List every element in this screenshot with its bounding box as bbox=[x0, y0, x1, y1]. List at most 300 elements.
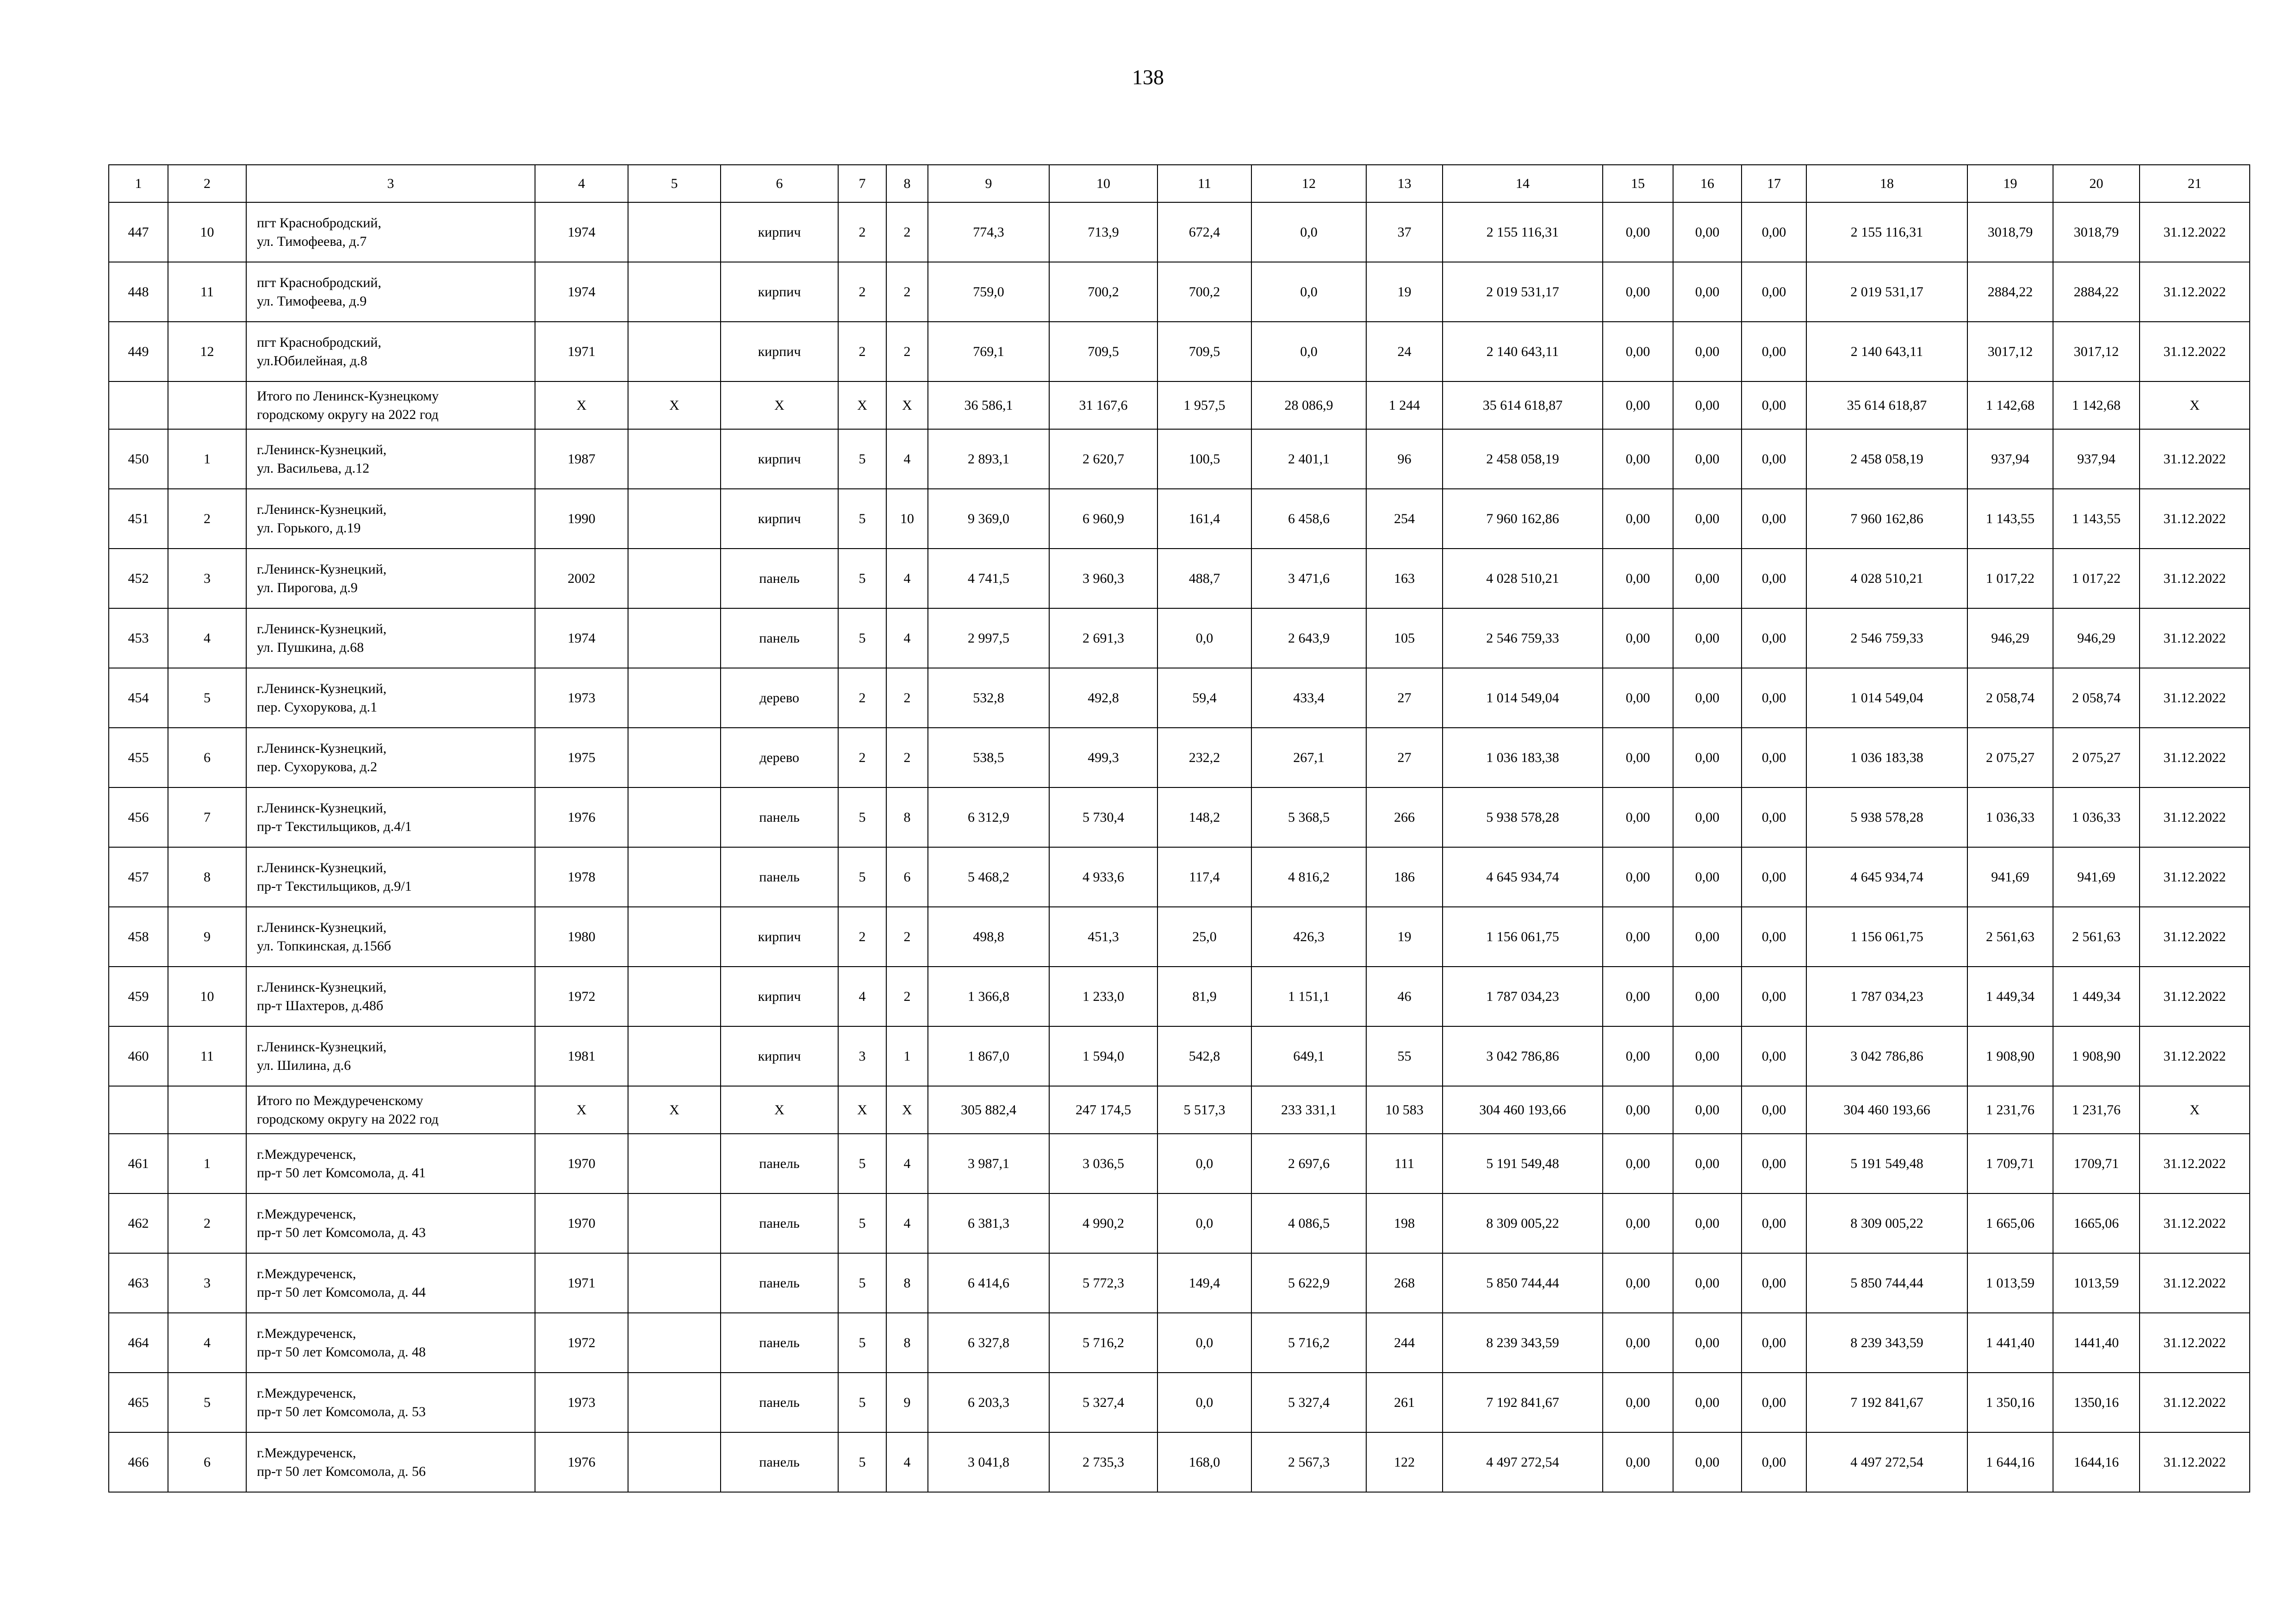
cell-col-7: 5 bbox=[838, 1313, 886, 1373]
cell-col-12: 5 368,5 bbox=[1251, 787, 1366, 847]
cell-col-10: 499,3 bbox=[1049, 728, 1157, 787]
cell-col-17: 0,00 bbox=[1742, 787, 1806, 847]
cell-col-17: 0,00 bbox=[1742, 489, 1806, 549]
cell-col-5 bbox=[628, 1253, 721, 1313]
cell-col-8: 2 bbox=[886, 202, 928, 262]
cell-col-18: 7 192 841,67 bbox=[1806, 1373, 1967, 1432]
cell-col-8: 6 bbox=[886, 847, 928, 907]
cell-col-15: 0,00 bbox=[1603, 1432, 1673, 1492]
cell-col-17: 0,00 bbox=[1742, 549, 1806, 608]
cell-col-4: 1978 bbox=[535, 847, 628, 907]
cell-col-21: 31.12.2022 bbox=[2140, 1193, 2250, 1253]
address-cell bbox=[246, 608, 535, 668]
cell-col-7: 2 bbox=[838, 262, 886, 322]
cell-col-6: панель bbox=[721, 1134, 838, 1193]
cell-col-2: 5 bbox=[168, 1373, 246, 1432]
cell-col-5 bbox=[628, 668, 721, 728]
cell-col-17: 0,00 bbox=[1742, 1086, 1806, 1134]
column-header-6: 6 bbox=[721, 165, 838, 202]
cell-col-12: 1 151,1 bbox=[1251, 967, 1366, 1026]
cell-col-12: 5 327,4 bbox=[1251, 1373, 1366, 1432]
cell-col-14: 2 019 531,17 bbox=[1443, 262, 1603, 322]
cell-col-11: 672,4 bbox=[1157, 202, 1251, 262]
address-cell bbox=[246, 202, 535, 262]
cell-col-18: 1 014 549,04 bbox=[1806, 668, 1967, 728]
address-line-2: ул. Пушкина, д.68 bbox=[257, 639, 364, 655]
cell-col-7: X bbox=[838, 381, 886, 429]
cell-col-21: 31.12.2022 bbox=[2140, 1026, 2250, 1086]
cell-col-8: 4 bbox=[886, 429, 928, 489]
cell-col-13: 111 bbox=[1366, 1134, 1443, 1193]
cell-col-20: 1350,16 bbox=[2053, 1373, 2140, 1432]
cell-col-20: 1665,06 bbox=[2053, 1193, 2140, 1253]
cell-col-13: 24 bbox=[1366, 322, 1443, 381]
cell-col-7: 2 bbox=[838, 668, 886, 728]
cell-col-6: панель bbox=[721, 608, 838, 668]
cell-col-15: 0,00 bbox=[1603, 1086, 1673, 1134]
cell-col-12: 649,1 bbox=[1251, 1026, 1366, 1086]
cell-col-19: 2 075,27 bbox=[1967, 728, 2053, 787]
cell-col-2: 6 bbox=[168, 1432, 246, 1492]
cell-col-15: 0,00 bbox=[1603, 608, 1673, 668]
cell-col-21: 31.12.2022 bbox=[2140, 262, 2250, 322]
cell-col-20: 1 142,68 bbox=[2053, 381, 2140, 429]
cell-col-9: 4 741,5 bbox=[928, 549, 1049, 608]
cell-col-7: 5 bbox=[838, 847, 886, 907]
cell-col-11: 1 957,5 bbox=[1157, 381, 1251, 429]
table-row bbox=[109, 787, 2250, 847]
cell-col-15: 0,00 bbox=[1603, 489, 1673, 549]
cell-col-6: кирпич bbox=[721, 1026, 838, 1086]
cell-col-16: 0,00 bbox=[1673, 1026, 1742, 1086]
cell-col-8: 9 bbox=[886, 1373, 928, 1432]
cell-col-20: 1644,16 bbox=[2053, 1432, 2140, 1492]
cell-col-7: 5 bbox=[838, 1193, 886, 1253]
cell-col-2: 12 bbox=[168, 322, 246, 381]
cell-col-9: 769,1 bbox=[928, 322, 1049, 381]
address-line-2: пр-т Шахтеров, д.48б bbox=[257, 998, 384, 1013]
cell-col-11: 168,0 bbox=[1157, 1432, 1251, 1492]
cell-col-6: X bbox=[721, 381, 838, 429]
cell-col-2: 3 bbox=[168, 549, 246, 608]
address-line-1: г.Ленинск-Кузнецкий, bbox=[257, 800, 387, 816]
cell-col-6: панель bbox=[721, 787, 838, 847]
column-header-13: 13 bbox=[1366, 165, 1443, 202]
table-row bbox=[109, 1026, 2250, 1086]
table-row bbox=[109, 202, 2250, 262]
address-cell bbox=[246, 322, 535, 381]
cell-col-10: 492,8 bbox=[1049, 668, 1157, 728]
cell-col-15: 0,00 bbox=[1603, 1313, 1673, 1373]
cell-col-6: кирпич bbox=[721, 429, 838, 489]
total-row bbox=[109, 1086, 2250, 1134]
cell-col-14: 5 938 578,28 bbox=[1443, 787, 1603, 847]
cell-col-7: 2 bbox=[838, 202, 886, 262]
cell-col-15: 0,00 bbox=[1603, 322, 1673, 381]
cell-col-8: X bbox=[886, 381, 928, 429]
cell-col-1: 466 bbox=[109, 1432, 168, 1492]
cell-col-19: 1 441,40 bbox=[1967, 1313, 2053, 1373]
cell-col-18: 8 309 005,22 bbox=[1806, 1193, 1967, 1253]
address-line-2: пр-т 50 лет Комсомола, д. 44 bbox=[257, 1284, 426, 1300]
cell-col-21: 31.12.2022 bbox=[2140, 549, 2250, 608]
cell-col-17: 0,00 bbox=[1742, 429, 1806, 489]
cell-col-11: 700,2 bbox=[1157, 262, 1251, 322]
address-line-2: ул. Васильева, д.12 bbox=[257, 460, 370, 476]
cell-col-12: 0,0 bbox=[1251, 202, 1366, 262]
cell-col-9: 36 586,1 bbox=[928, 381, 1049, 429]
cell-col-5 bbox=[628, 1134, 721, 1193]
cell-col-21: 31.12.2022 bbox=[2140, 1373, 2250, 1432]
cell-col-4: 1987 bbox=[535, 429, 628, 489]
cell-col-15: 0,00 bbox=[1603, 728, 1673, 787]
cell-col-9: 6 312,9 bbox=[928, 787, 1049, 847]
cell-col-18: 1 036 183,38 bbox=[1806, 728, 1967, 787]
cell-col-7: 5 bbox=[838, 608, 886, 668]
cell-col-13: 198 bbox=[1366, 1193, 1443, 1253]
cell-col-18: 4 028 510,21 bbox=[1806, 549, 1967, 608]
cell-col-5 bbox=[628, 1373, 721, 1432]
cell-col-15: 0,00 bbox=[1603, 1134, 1673, 1193]
cell-col-13: 163 bbox=[1366, 549, 1443, 608]
cell-col-1: 462 bbox=[109, 1193, 168, 1253]
cell-col-1: 447 bbox=[109, 202, 168, 262]
column-header-18: 18 bbox=[1806, 165, 1967, 202]
column-header-9: 9 bbox=[928, 165, 1049, 202]
cell-col-17: 0,00 bbox=[1742, 1134, 1806, 1193]
cell-col-8: 2 bbox=[886, 967, 928, 1026]
cell-col-5 bbox=[628, 1026, 721, 1086]
address-line-1: г.Ленинск-Кузнецкий, bbox=[257, 1039, 387, 1055]
cell-col-17: 0,00 bbox=[1742, 847, 1806, 907]
cell-col-4: 1973 bbox=[535, 1373, 628, 1432]
table-header bbox=[109, 165, 2250, 202]
cell-col-12: 2 401,1 bbox=[1251, 429, 1366, 489]
column-header-7: 7 bbox=[838, 165, 886, 202]
table-row bbox=[109, 907, 2250, 967]
cell-col-1: 450 bbox=[109, 429, 168, 489]
cell-col-5 bbox=[628, 1193, 721, 1253]
table-row bbox=[109, 1373, 2250, 1432]
cell-col-8: 4 bbox=[886, 1193, 928, 1253]
cell-col-15: 0,00 bbox=[1603, 381, 1673, 429]
cell-col-12: 2 643,9 bbox=[1251, 608, 1366, 668]
cell-col-1: 453 bbox=[109, 608, 168, 668]
cell-col-1: 456 bbox=[109, 787, 168, 847]
table-row bbox=[109, 322, 2250, 381]
cell-col-11: 0,0 bbox=[1157, 1134, 1251, 1193]
cell-col-16: 0,00 bbox=[1673, 322, 1742, 381]
cell-col-5 bbox=[628, 549, 721, 608]
cell-col-21: 31.12.2022 bbox=[2140, 202, 2250, 262]
cell-col-18: 2 140 643,11 bbox=[1806, 322, 1967, 381]
address-line-2: ул. Тимофеева, д.9 bbox=[257, 293, 367, 309]
cell-col-21: 31.12.2022 bbox=[2140, 1313, 2250, 1373]
cell-col-14: 5 850 744,44 bbox=[1443, 1253, 1603, 1313]
cell-col-19: 1 350,16 bbox=[1967, 1373, 2053, 1432]
cell-col-17: 0,00 bbox=[1742, 1432, 1806, 1492]
cell-col-16: 0,00 bbox=[1673, 608, 1742, 668]
housing-table bbox=[108, 164, 2250, 1493]
cell-col-5 bbox=[628, 322, 721, 381]
cell-col-11: 59,4 bbox=[1157, 668, 1251, 728]
cell-col-8: 8 bbox=[886, 787, 928, 847]
cell-col-7: 4 bbox=[838, 967, 886, 1026]
cell-col-10: 2 691,3 bbox=[1049, 608, 1157, 668]
cell-col-17: 0,00 bbox=[1742, 1313, 1806, 1373]
cell-col-11: 0,0 bbox=[1157, 1373, 1251, 1432]
cell-col-11: 0,0 bbox=[1157, 1193, 1251, 1253]
address-line-2: пр-т Текстильщиков, д.9/1 bbox=[257, 878, 412, 894]
cell-col-16: 0,00 bbox=[1673, 668, 1742, 728]
table-row bbox=[109, 1134, 2250, 1193]
cell-col-5 bbox=[628, 847, 721, 907]
cell-col-4: 1970 bbox=[535, 1193, 628, 1253]
cell-col-1: 458 bbox=[109, 907, 168, 967]
cell-col-7: 5 bbox=[838, 489, 886, 549]
cell-col-12: 233 331,1 bbox=[1251, 1086, 1366, 1134]
cell-col-15: 0,00 bbox=[1603, 1193, 1673, 1253]
cell-col-1: 448 bbox=[109, 262, 168, 322]
cell-col-12: 4 086,5 bbox=[1251, 1193, 1366, 1253]
cell-col-10: 5 327,4 bbox=[1049, 1373, 1157, 1432]
cell-col-18: 304 460 193,66 bbox=[1806, 1086, 1967, 1134]
cell-col-2: 9 bbox=[168, 907, 246, 967]
cell-col-11: 148,2 bbox=[1157, 787, 1251, 847]
cell-col-13: 37 bbox=[1366, 202, 1443, 262]
cell-col-4: 1970 bbox=[535, 1134, 628, 1193]
cell-col-2: 4 bbox=[168, 1313, 246, 1373]
cell-col-10: 2 735,3 bbox=[1049, 1432, 1157, 1492]
cell-col-2: 10 bbox=[168, 967, 246, 1026]
cell-col-14: 35 614 618,87 bbox=[1443, 381, 1603, 429]
cell-col-21: 31.12.2022 bbox=[2140, 489, 2250, 549]
cell-col-7: X bbox=[838, 1086, 886, 1134]
cell-col-16: 0,00 bbox=[1673, 1373, 1742, 1432]
address-line-1: г.Ленинск-Кузнецкий, bbox=[257, 860, 387, 875]
cell-col-9: 2 893,1 bbox=[928, 429, 1049, 489]
cell-col-10: 5 730,4 bbox=[1049, 787, 1157, 847]
cell-col-17: 0,00 bbox=[1742, 1026, 1806, 1086]
cell-col-21: 31.12.2022 bbox=[2140, 907, 2250, 967]
address-line-2: ул. Топкинская, д.156б bbox=[257, 938, 392, 954]
cell-col-10: 700,2 bbox=[1049, 262, 1157, 322]
cell-col-21: 31.12.2022 bbox=[2140, 728, 2250, 787]
cell-col-9: 6 414,6 bbox=[928, 1253, 1049, 1313]
cell-col-6: панель bbox=[721, 847, 838, 907]
cell-col-2: 11 bbox=[168, 1026, 246, 1086]
cell-col-12: 426,3 bbox=[1251, 907, 1366, 967]
column-header-10: 10 bbox=[1049, 165, 1157, 202]
cell-col-16: 0,00 bbox=[1673, 262, 1742, 322]
column-header-11: 11 bbox=[1157, 165, 1251, 202]
header-row bbox=[109, 165, 2250, 202]
cell-col-12: 2 697,6 bbox=[1251, 1134, 1366, 1193]
cell-col-7: 5 bbox=[838, 1134, 886, 1193]
cell-col-5 bbox=[628, 202, 721, 262]
cell-col-7: 2 bbox=[838, 728, 886, 787]
cell-col-11: 100,5 bbox=[1157, 429, 1251, 489]
cell-col-2: 5 bbox=[168, 668, 246, 728]
cell-col-2: 2 bbox=[168, 489, 246, 549]
cell-col-6: кирпич bbox=[721, 202, 838, 262]
address-line-1: г.Междуреченск, bbox=[257, 1266, 356, 1281]
housing-table-container bbox=[108, 164, 2249, 1493]
total-row bbox=[109, 381, 2250, 429]
cell-col-20: 2 561,63 bbox=[2053, 907, 2140, 967]
cell-col-8: 2 bbox=[886, 322, 928, 381]
cell-col-15: 0,00 bbox=[1603, 1373, 1673, 1432]
cell-col-14: 2 140 643,11 bbox=[1443, 322, 1603, 381]
cell-col-13: 46 bbox=[1366, 967, 1443, 1026]
address-cell bbox=[246, 668, 535, 728]
cell-col-14: 3 042 786,86 bbox=[1443, 1026, 1603, 1086]
cell-col-16: 0,00 bbox=[1673, 1134, 1742, 1193]
column-header-8: 8 bbox=[886, 165, 928, 202]
address-cell bbox=[246, 1373, 535, 1432]
cell-col-16: 0,00 bbox=[1673, 847, 1742, 907]
cell-col-13: 19 bbox=[1366, 907, 1443, 967]
cell-col-10: 6 960,9 bbox=[1049, 489, 1157, 549]
cell-col-10: 5 716,2 bbox=[1049, 1313, 1157, 1373]
cell-col-14: 4 645 934,74 bbox=[1443, 847, 1603, 907]
cell-col-20: 2 058,74 bbox=[2053, 668, 2140, 728]
cell-col-19: 2884,22 bbox=[1967, 262, 2053, 322]
cell-col-17: 0,00 bbox=[1742, 1193, 1806, 1253]
cell-col-5 bbox=[628, 489, 721, 549]
cell-col-1: 455 bbox=[109, 728, 168, 787]
address-cell bbox=[246, 1086, 535, 1134]
cell-col-13: 27 bbox=[1366, 668, 1443, 728]
cell-col-19: 2 058,74 bbox=[1967, 668, 2053, 728]
cell-col-16: 0,00 bbox=[1673, 429, 1742, 489]
cell-col-4: 1974 bbox=[535, 608, 628, 668]
cell-col-6: дерево bbox=[721, 728, 838, 787]
cell-col-4: 1974 bbox=[535, 262, 628, 322]
cell-col-6: панель bbox=[721, 1432, 838, 1492]
cell-col-19: 1 644,16 bbox=[1967, 1432, 2053, 1492]
cell-col-11: 117,4 bbox=[1157, 847, 1251, 907]
cell-col-4: 1975 bbox=[535, 728, 628, 787]
address-cell bbox=[246, 967, 535, 1026]
table-row bbox=[109, 728, 2250, 787]
cell-col-10: 4 990,2 bbox=[1049, 1193, 1157, 1253]
address-cell bbox=[246, 1193, 535, 1253]
cell-col-18: 2 458 058,19 bbox=[1806, 429, 1967, 489]
cell-col-10: 451,3 bbox=[1049, 907, 1157, 967]
address-line-1: г.Ленинск-Кузнецкий, bbox=[257, 561, 387, 577]
address-line-2: пр-т 50 лет Комсомола, д. 53 bbox=[257, 1404, 426, 1419]
cell-col-16: 0,00 bbox=[1673, 1086, 1742, 1134]
cell-col-1: 454 bbox=[109, 668, 168, 728]
cell-col-13: 105 bbox=[1366, 608, 1443, 668]
column-header-12: 12 bbox=[1251, 165, 1366, 202]
address-cell bbox=[246, 1313, 535, 1373]
address-line-1: Итого по Ленинск-Кузнецкому bbox=[257, 388, 439, 404]
cell-col-2: 11 bbox=[168, 262, 246, 322]
address-line-1: г.Междуреченск, bbox=[257, 1385, 356, 1401]
address-line-1: пгт Краснобродский, bbox=[257, 215, 381, 231]
cell-col-19: 1 908,90 bbox=[1967, 1026, 2053, 1086]
cell-col-5 bbox=[628, 608, 721, 668]
cell-col-4: 1976 bbox=[535, 787, 628, 847]
cell-col-19: 1 036,33 bbox=[1967, 787, 2053, 847]
cell-col-16: 0,00 bbox=[1673, 202, 1742, 262]
cell-col-10: 2 620,7 bbox=[1049, 429, 1157, 489]
cell-col-10: 3 960,3 bbox=[1049, 549, 1157, 608]
cell-col-11: 81,9 bbox=[1157, 967, 1251, 1026]
cell-col-20: 1 908,90 bbox=[2053, 1026, 2140, 1086]
cell-col-7: 5 bbox=[838, 549, 886, 608]
cell-col-15: 0,00 bbox=[1603, 847, 1673, 907]
address-cell bbox=[246, 907, 535, 967]
cell-col-20: 1 143,55 bbox=[2053, 489, 2140, 549]
cell-col-4: 1971 bbox=[535, 1253, 628, 1313]
cell-col-16: 0,00 bbox=[1673, 549, 1742, 608]
cell-col-6: кирпич bbox=[721, 262, 838, 322]
cell-col-8: 4 bbox=[886, 1134, 928, 1193]
cell-col-21: 31.12.2022 bbox=[2140, 967, 2250, 1026]
cell-col-10: 4 933,6 bbox=[1049, 847, 1157, 907]
cell-col-20: 2884,22 bbox=[2053, 262, 2140, 322]
cell-col-4: 1990 bbox=[535, 489, 628, 549]
cell-col-4: 1972 bbox=[535, 1313, 628, 1373]
cell-col-1 bbox=[109, 1086, 168, 1134]
table-row bbox=[109, 1193, 2250, 1253]
cell-col-16: 0,00 bbox=[1673, 787, 1742, 847]
address-cell bbox=[246, 787, 535, 847]
cell-col-7: 3 bbox=[838, 1026, 886, 1086]
cell-col-4: 1971 bbox=[535, 322, 628, 381]
cell-col-19: 1 709,71 bbox=[1967, 1134, 2053, 1193]
cell-col-19: 3017,12 bbox=[1967, 322, 2053, 381]
cell-col-14: 1 156 061,75 bbox=[1443, 907, 1603, 967]
cell-col-1: 460 bbox=[109, 1026, 168, 1086]
cell-col-9: 3 041,8 bbox=[928, 1432, 1049, 1492]
cell-col-15: 0,00 bbox=[1603, 1026, 1673, 1086]
cell-col-12: 267,1 bbox=[1251, 728, 1366, 787]
cell-col-8: 2 bbox=[886, 907, 928, 967]
cell-col-15: 0,00 bbox=[1603, 429, 1673, 489]
cell-col-4: 1981 bbox=[535, 1026, 628, 1086]
cell-col-1: 463 bbox=[109, 1253, 168, 1313]
address-line-1: г.Ленинск-Кузнецкий, bbox=[257, 681, 387, 696]
cell-col-18: 3 042 786,86 bbox=[1806, 1026, 1967, 1086]
cell-col-14: 7 960 162,86 bbox=[1443, 489, 1603, 549]
table-row bbox=[109, 262, 2250, 322]
cell-col-4: 2002 bbox=[535, 549, 628, 608]
cell-col-9: 3 987,1 bbox=[928, 1134, 1049, 1193]
address-cell bbox=[246, 1026, 535, 1086]
cell-col-7: 2 bbox=[838, 907, 886, 967]
cell-col-19: 1 143,55 bbox=[1967, 489, 2053, 549]
cell-col-18: 5 850 744,44 bbox=[1806, 1253, 1967, 1313]
column-header-2: 2 bbox=[168, 165, 246, 202]
cell-col-14: 1 036 183,38 bbox=[1443, 728, 1603, 787]
cell-col-10: 247 174,5 bbox=[1049, 1086, 1157, 1134]
cell-col-9: 6 381,3 bbox=[928, 1193, 1049, 1253]
column-header-21: 21 bbox=[2140, 165, 2250, 202]
cell-col-17: 0,00 bbox=[1742, 322, 1806, 381]
cell-col-18: 2 546 759,33 bbox=[1806, 608, 1967, 668]
cell-col-5 bbox=[628, 1313, 721, 1373]
cell-col-21: 31.12.2022 bbox=[2140, 1134, 2250, 1193]
cell-col-7: 5 bbox=[838, 1253, 886, 1313]
cell-col-16: 0,00 bbox=[1673, 381, 1742, 429]
address-cell bbox=[246, 1134, 535, 1193]
cell-col-13: 1 244 bbox=[1366, 381, 1443, 429]
cell-col-21: 31.12.2022 bbox=[2140, 787, 2250, 847]
